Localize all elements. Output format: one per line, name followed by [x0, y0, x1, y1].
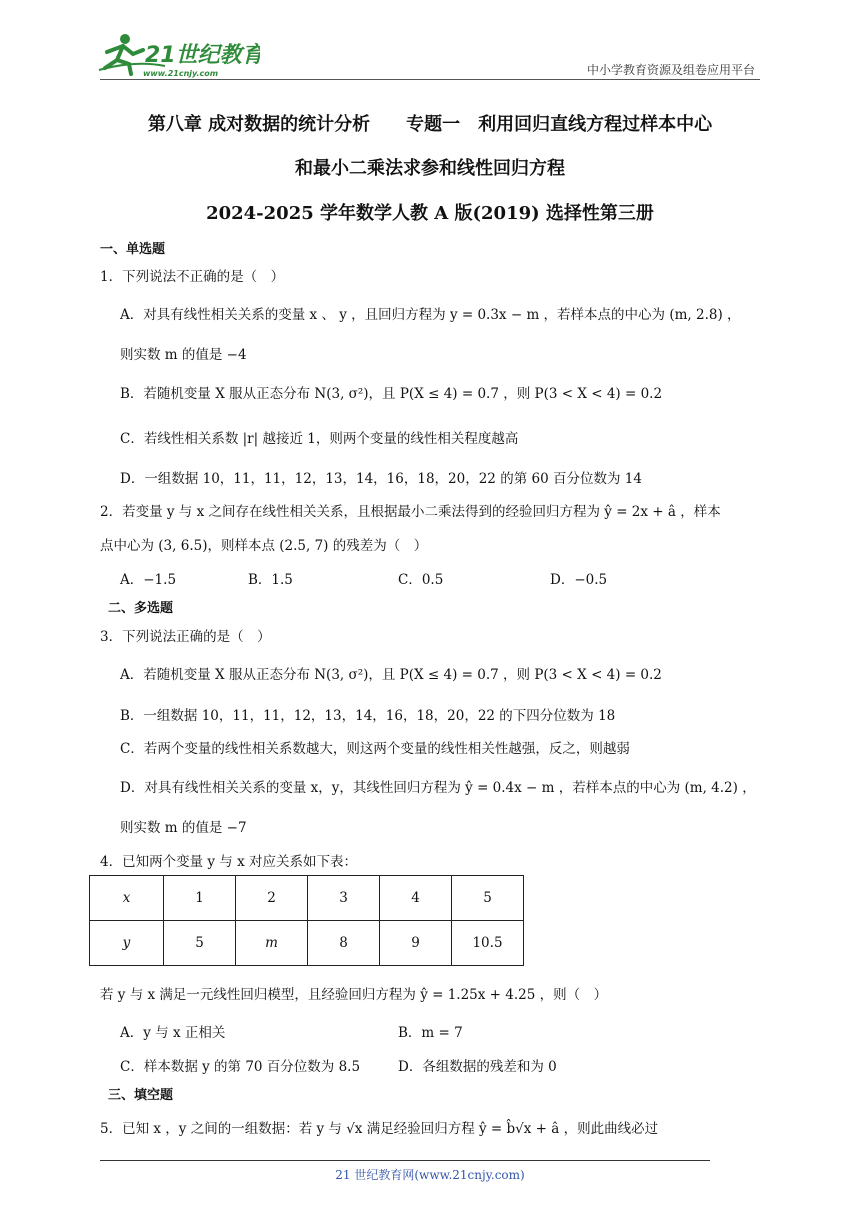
xy-data-table	[89, 875, 524, 966]
platform-label: 中小学教育资源及组卷应用平台	[586, 63, 755, 77]
table-cell: 4	[380, 876, 452, 921]
q4-stem: 4．已知两个变量 y 与 x 对应关系如下表：	[100, 854, 357, 870]
table-cell: 2	[236, 876, 308, 921]
q5-stem: 5．已知 x ，y 之间的一组数据：若 y 与 √x 满足经验回归方程 ŷ = b̂√x + â ，则此曲线必过	[100, 1121, 659, 1137]
q1-stem: 1．下列说法不正确的是（ ）	[100, 269, 285, 285]
q2-stem-line2: 点中心为 (3, 6.5)，则样本点 (2.5, 7) 的残差为（ ）	[100, 538, 428, 554]
title-line-3: 2024-2025 学年数学人教 A 版(2019) 选择性第三册	[206, 203, 654, 224]
logo-url: www.21cnjy.com	[143, 69, 219, 78]
q3-option-d-line2: 则实数 m 的值是 −7	[120, 820, 247, 836]
q1-option-a-line1: A．对具有线性相关关系的变量 x 、 y ，且回归方程为 y = 0.3x − m ，若样本点的中心为 (m, 2.8) ，	[120, 307, 741, 323]
q1-option-b: B．若随机变量 X 服从正态分布 N(3, σ²)，且 P(X ≤ 4) = 0.7 ，则 P(3 < X < 4) = 0.2	[120, 386, 663, 402]
footer-text: 21 世纪教育网(www.21cnjy.com)	[335, 1168, 525, 1182]
table-cell: 5	[164, 921, 236, 966]
table-row-x	[90, 876, 524, 921]
table-cell: x	[90, 876, 164, 921]
q4-option-c: C．样本数据 y 的第 70 百分位数为 8.5	[120, 1059, 361, 1075]
section-single-choice: 一、单选题	[100, 242, 166, 257]
footer-divider	[100, 1160, 710, 1161]
q2-stem-line1: 2．若变量 y 与 x 之间存在线性相关关系，且根据最小二乘法得到的经验回归方程为 ŷ = 2x + â ，样本	[100, 504, 721, 520]
table-cell: 3	[308, 876, 380, 921]
q4-option-d: D．各组数据的残差和为 0	[398, 1059, 557, 1075]
q4-after-text: 若 y 与 x 满足一元线性回归模型，且经验回归方程为 ŷ = 1.25x + 4.25 ，则（ ）	[100, 987, 608, 1003]
q2-option-d: D．−0.5	[550, 572, 608, 588]
section-fill-in: 三、填空题	[108, 1088, 174, 1103]
title-line-2: 和最小二乘法求参和线性回归方程	[295, 158, 565, 179]
q2-option-c: C．0.5	[398, 572, 444, 588]
q3-option-a: A．若随机变量 X 服从正态分布 N(3, σ²)，且 P(X ≤ 4) = 0.7 ，则 P(3 < X < 4) = 0.2	[120, 667, 662, 683]
table-cell: y	[90, 921, 164, 966]
section-multiple-choice: 二、多选题	[108, 601, 174, 616]
q3-option-c: C．若两个变量的线性相关系数越大，则这两个变量的线性相关性越强，反之，则越弱	[120, 741, 630, 757]
q3-option-d-line1: D．对具有线性相关关系的变量 x，y，其线性回归方程为 ŷ = 0.4x − m ，若样本点的中心为 (m, 4.2) ，	[120, 780, 756, 796]
q4-option-a: A．y 与 x 正相关	[120, 1025, 226, 1041]
table-cell: 5	[452, 876, 524, 921]
table-cell: m	[236, 921, 308, 966]
logo-text: 21世纪教育	[145, 43, 260, 68]
table-cell: 1	[164, 876, 236, 921]
q3-stem: 3．下列说法正确的是（ ）	[100, 629, 271, 645]
title-line-1: 第八章 成对数据的统计分析 专题一 利用回归直线方程过样本中心	[147, 114, 713, 135]
q4-option-b: B．m = 7	[398, 1025, 463, 1041]
site-logo	[95, 30, 260, 80]
q2-option-a: A．−1.5	[120, 572, 177, 588]
table-cell: 10.5	[452, 921, 524, 966]
table-row-y	[90, 921, 524, 966]
table-cell: 8	[308, 921, 380, 966]
q1-option-a-line2: 则实数 m 的值是 −4	[120, 347, 247, 363]
q1-option-c: C．若线性相关系数 |r| 越接近 1，则两个变量的线性相关程度越高	[120, 431, 519, 447]
q3-option-b: B．一组数据 10，11，11，12，13，14，16，18，20，22 的下四分位数为 18	[120, 708, 616, 724]
q2-option-b: B．1.5	[248, 572, 293, 588]
header-divider	[100, 79, 760, 80]
q1-option-d: D．一组数据 10，11，11，12，13，14，16，18，20，22 的第 60 百分位数为 14	[120, 471, 642, 487]
table-cell: 9	[380, 921, 452, 966]
runner-logo-icon	[95, 30, 260, 80]
